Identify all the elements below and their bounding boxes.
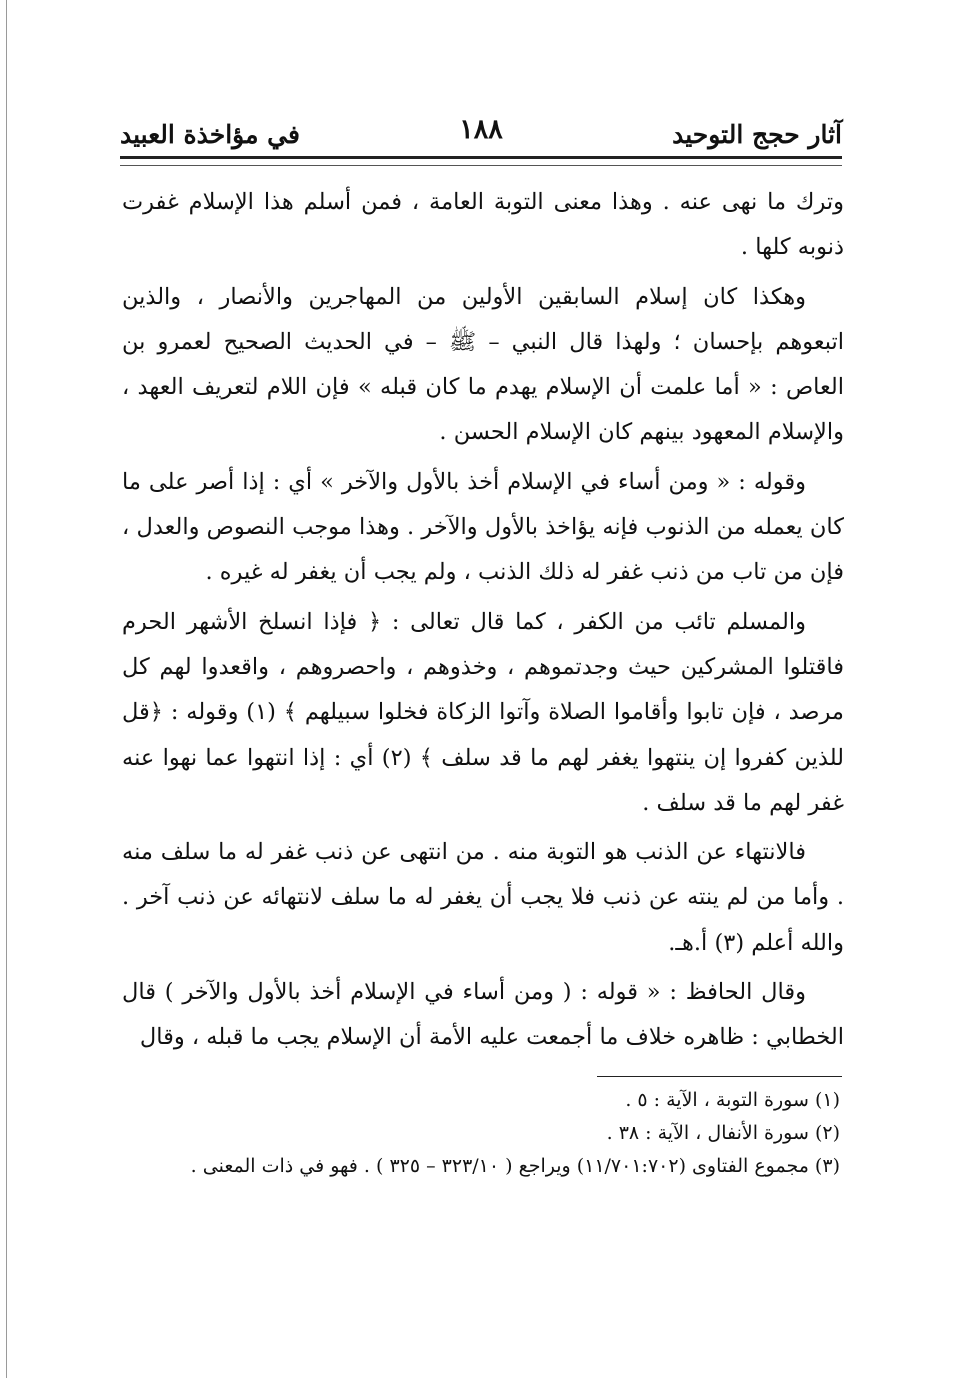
running-header xyxy=(120,112,842,156)
paragraph: والمسلم تائب من الكفر ، كما قال تعالى : ﴿ فإذا انسلخ الأشهر الحرم فاقتلوا المشركين حيث وجدتموهم ، وخذوهم ، واحصروهم ، واقعدوا لهم كل مرصد ، فإن تابوا وأقاموا الصلاة وآتوا الزكاة فخلوا سبيلهم ﴾ (١) وقوله : ﴿قل للذين كفروا إن ينتهوا يغفر لهم ما قد سلف ﴾ (٢) أي : إذا انتهوا عما نهوا عنه غفر لهم ما قد سلف . xyxy=(122,608,844,816)
header-divider xyxy=(120,156,842,166)
paragraph: وهكذا كان إسلام السابقين الأولين من المهاجرين والأنصار ، والذين اتبعوهم بإحسان ؛ ولهذا قال النبي – ﷺ – في الحديث الصحيح لعمرو بن العاص : « أما علمت أن الإسلام يهدم ما كان قبله » فإن اللام لتعريف العهد ، والإسلام المعهود بينهم كان الإسلام الحسن . xyxy=(122,283,844,446)
header-book-title: آثار حجج التوحيد xyxy=(672,120,842,149)
paragraph: وقوله : « ومن أساء في الإسلام أخذ بالأول والآخر » أي : إذا أصر على ما كان يعمله من الذنوب فإنه يؤاخذ بالأول والآخر . وهذا موجب النصوص والعدل ، فإن من تاب من ذنب غفر له ذلك الذنب ، ولم يجب أن يغفر له غيره . xyxy=(122,468,844,586)
paragraph: وقال الحافظ : « قوله : ( ومن أساء في الإسلام أخذ بالأول والآخر ) قال الخطابي : ظاهره خلاف ما أجمعت عليه الأمة أن الإسلام يجب ما قبله ، وقال xyxy=(122,979,844,1051)
main-text xyxy=(122,180,844,1065)
footnote: (٣) مجموع الفتاوى (١١/٧٠١:٧٠٢) ويراجع ( ٣٢٣/١٠ – ٣٢٥ ) . فهو في ذات المعنى . xyxy=(190,1155,840,1177)
footnote-divider xyxy=(597,1076,842,1077)
header-subtitle: في مؤاخذة العبيد xyxy=(120,120,300,149)
footnote: (٢) سورة الأنفال ، الآية : ٣٨ . xyxy=(606,1122,840,1144)
scan-edge-line xyxy=(6,0,7,1378)
paragraph: وترك ما نهى عنه . وهذا معنى التوبة العامة ، فمن أسلم هذا الإسلام غفرت ذنوبه كلها . xyxy=(122,189,844,261)
paragraph: فالانتهاء عن الذنب هو التوبة منه . من انتهى عن ذنب غفر له ما سلف منه . وأما من لم ينته عن ذنب فلا يجب أن يغفر له ما سلف لانتهائه عن ذنب آخر . والله أعلم (٣) أ.هـ. xyxy=(122,839,844,956)
page-number: ١٨٨ xyxy=(459,114,503,145)
footnote: (١) سورة التوبة ، الآية : ٥ . xyxy=(625,1089,840,1111)
footnotes xyxy=(122,1084,844,1183)
